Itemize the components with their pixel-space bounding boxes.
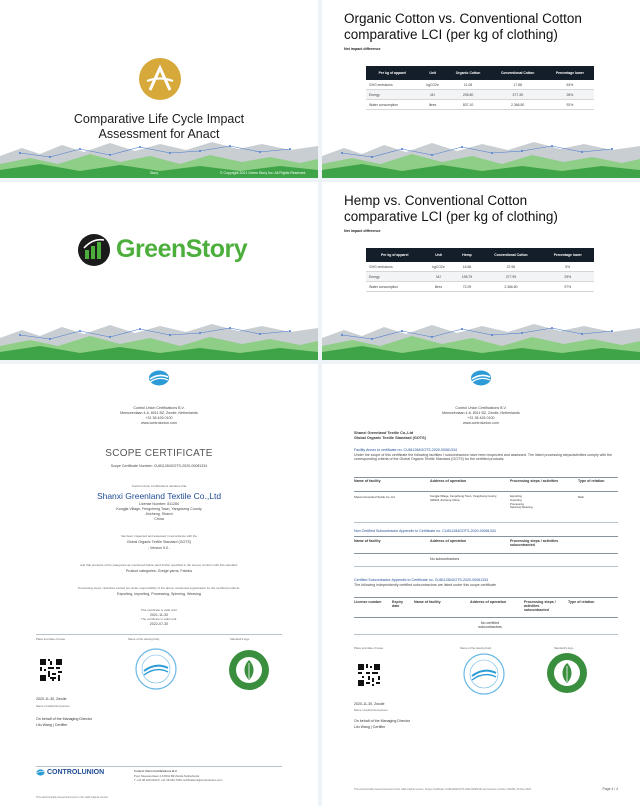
t2-h-steps: Processing steps / activities subcontracted xyxy=(510,539,559,547)
table-cell: 11.08 xyxy=(446,80,489,90)
t1-h-name: Name of facility xyxy=(354,479,381,483)
table-cell: Water consumption xyxy=(366,100,419,110)
footer-post: Post: Meeuwenlaan 4-6 8011 BZ Zwolle Netherlands xyxy=(134,773,200,778)
issuing-body-label: Name of the issuing body xyxy=(128,637,160,641)
table-cell: 16.86 xyxy=(454,262,481,272)
cert-valid-label: This certificate is valid until: xyxy=(140,608,178,612)
table-cell: MJ xyxy=(419,90,447,100)
c-text: The following independently certified subcontractors are listed under this scope certificate xyxy=(354,582,497,587)
slide-title-line2: Assessment for Anact xyxy=(98,127,220,141)
issuing-body-label: Name of the issuing body xyxy=(460,646,492,650)
t3-h-steps: Processing steps / activities subcontracted xyxy=(524,600,556,612)
table-row xyxy=(366,262,594,272)
table-cell: 2,366.80 xyxy=(480,282,541,292)
bottom-note: This electronically issued document is the valid original version. xyxy=(36,796,109,799)
controlunion-emblem-icon xyxy=(148,370,170,386)
nc-title: Non Certified Subcontractor Appendix to Certificate no. CU811284GOTS-2020-00081334 xyxy=(354,529,496,533)
footer-tel: T +31 38 426 0100 F +31 38 423 7040 certifications@controlunion.com xyxy=(134,778,223,782)
table-row xyxy=(366,90,594,100)
cert-country: China xyxy=(154,517,164,521)
slide-subtitle: Net impact difference xyxy=(344,47,381,51)
place-date: 2020-11-30, Zwolle xyxy=(36,697,67,701)
cert-org: Control Union Certifications B.V. xyxy=(133,406,185,410)
page-number: Page 4 / 4 xyxy=(602,787,618,791)
lci-table xyxy=(366,66,594,110)
authorized-label: Name of authorized person xyxy=(36,704,70,708)
annex-standard: Global Organic Textile Standard (GOTS) xyxy=(354,436,426,440)
table-cell: MJ xyxy=(423,272,453,282)
t2-h-addr: Address of operation xyxy=(430,539,467,543)
table-cell: GHG emissions xyxy=(366,262,423,272)
cert-inspected: has been inspected and assessed in accordance with the xyxy=(120,534,198,538)
column-header: Unit xyxy=(423,248,453,262)
slide-heading-line2: comparative LCI (per kg of clothing) xyxy=(344,27,558,42)
table-cell: 97% xyxy=(541,282,594,292)
table-cell: 5% xyxy=(541,262,594,272)
qr-code-icon xyxy=(40,659,62,681)
controlunion-certified-stamp-icon xyxy=(134,647,178,691)
table-cell: Water consumption xyxy=(366,282,423,292)
table-cell: 28% xyxy=(546,90,594,100)
table-cell: 837.10 xyxy=(446,100,489,110)
table-cell: 198.79 xyxy=(454,272,481,282)
cert-phone: +31 38 426 0100 xyxy=(145,416,173,420)
slide-heading-line2: comparative LCI (per kg of clothing) xyxy=(344,209,558,224)
cert-org: Control Union Certifications B.V. xyxy=(455,406,507,410)
signatory: Lilu Wang | Certifier xyxy=(36,723,68,727)
footer-copyright: © Copyright 2021 Green Story Inc. All Rights Reserved. xyxy=(220,171,307,175)
table-cell: kgCO2e xyxy=(423,262,453,272)
cert-addr2: Jincheng, Shanxi xyxy=(145,512,173,516)
cert-address: Meeuwenlaan 4-6, 8011 BZ, Zwolle, Netherlands xyxy=(120,411,198,415)
annex-company: Shanxi Greenland Textile Co.,Ltd xyxy=(354,431,414,435)
t1-rel: Main xyxy=(578,495,585,499)
footer-brand: Story xyxy=(150,171,159,175)
table-cell: 2,366.80 xyxy=(490,100,546,110)
column-header: Hemp xyxy=(454,248,481,262)
column-header: Unit xyxy=(419,66,447,80)
c-title: Certified Subcontractor Appendix to Certificate no. CU811284GOTS-2020-00081334 xyxy=(354,578,489,582)
anact-logo-icon xyxy=(138,57,182,101)
table-cell: Energy xyxy=(366,90,419,100)
table-cell: 17.88 xyxy=(490,80,546,90)
cert-web: www.controlunion.com xyxy=(463,421,499,425)
table-cell: 29% xyxy=(541,272,594,282)
cert-company: Shanxi Greenland Textile Co.,Ltd xyxy=(96,491,222,501)
slide-heading-line1: Hemp vs. Conventional Cotton xyxy=(344,193,528,208)
certificate-annex-page xyxy=(322,364,640,806)
cert-standard: Global Organic Textile Standard (GOTS) xyxy=(126,540,192,544)
table-cell: litres xyxy=(419,100,447,110)
column-header: Conventional Cotton xyxy=(480,248,541,262)
column-header: Per kg of apparel xyxy=(366,66,419,80)
t1-addr: Kongjia Village, Fengcheng Town, Yangcheng County, 048104 Jincheng China xyxy=(430,494,497,502)
table-row xyxy=(366,80,594,90)
t1-h-addr: Address of operation xyxy=(430,479,467,483)
annex-text: Under the scope of this certificate the following facilities / subcontractors have been inspected and assessed. The listed processing steps/activities comply with the corresponding criteria of the Global Organic Textile Standard (GOTS) for the certified products: xyxy=(354,452,613,462)
cert-heading: SCOPE CERTIFICATE xyxy=(105,448,213,459)
behalf-text: On behalf of the Managing Director xyxy=(36,717,92,721)
cert-phone: +31 38 426 0100 xyxy=(467,416,495,420)
controlunion-certified-stamp-icon xyxy=(462,652,506,696)
t3-h-rel: Type of relation xyxy=(568,600,595,604)
cert-web: www.controlunion.com xyxy=(141,421,177,425)
place-date-label: Place and date of issue xyxy=(354,646,384,650)
cert-addr1: Kongjia Village, Fengcheng Town, Yangcheng County xyxy=(116,507,202,511)
table-row xyxy=(366,282,594,292)
table-cell: 22.96 xyxy=(480,262,541,272)
t3-empty: No certified subcontractors xyxy=(478,621,502,629)
t3-h-license: License number xyxy=(354,600,382,604)
table-header-row xyxy=(366,248,594,262)
footer-name: Control Union Certifications B.V. xyxy=(134,769,178,773)
t1-h-steps: Processing steps / activities xyxy=(510,479,559,483)
greenstory-logo-icon xyxy=(77,233,111,267)
slide-hemp xyxy=(322,182,640,360)
cert-number: Scope Certificate Number: CU811284GOTS-2020-00081334 xyxy=(110,464,208,468)
behalf-text: On behalf of the Managing Director xyxy=(354,719,410,723)
slide-greenstory xyxy=(0,182,318,360)
cert-processes: Exporting, Importing, Processing, Spinning, Weaving xyxy=(117,592,201,596)
t3-h-addr: Address of operation xyxy=(470,600,507,604)
column-header: Conventional Cotton xyxy=(490,66,546,80)
slide-title-line1: Comparative Life Cycle Impact xyxy=(73,112,245,126)
t2-h-name: Name of facility xyxy=(354,539,381,543)
lci-table xyxy=(366,248,594,292)
cert-address: Meeuwenlaan 4-6, 8011 BZ, Zwolle, Netherlands xyxy=(442,411,520,415)
annex-title: Facility Annex to certificate no. CU811284GOTS-2020-00081334 xyxy=(354,448,458,452)
controlunion-mark-icon xyxy=(36,769,45,776)
cert-process-note: Processing steps / activities carried out under responsibility of the above mentioned organization for the certified products: xyxy=(78,586,240,590)
table-cell: 377.99 xyxy=(480,272,541,282)
greenstory-wordmark: GreenStory xyxy=(116,235,248,263)
landscape-band xyxy=(0,322,318,360)
table-row xyxy=(366,272,594,282)
t1-h-rel: Type of relation xyxy=(578,479,605,483)
column-header: Percentage lower xyxy=(541,248,594,262)
table-cell: Energy xyxy=(366,272,423,282)
table-cell: kgCO2e xyxy=(419,80,447,90)
standard-logo-label: Standard's logo xyxy=(230,637,250,641)
cert-product-categories: Product categories: Greige yarns, Fabrics xyxy=(125,569,193,573)
cert-version: - Version 5.0 - xyxy=(147,546,171,550)
t2-empty: No subcontractors xyxy=(430,557,460,561)
t3-h-name: Name of facility xyxy=(414,600,441,604)
table-cell: 63% xyxy=(546,80,594,90)
table-cell: litres xyxy=(423,282,453,292)
cert-audited-date: 2022-07-30 xyxy=(149,621,169,626)
gots-logo-icon xyxy=(546,652,588,694)
landscape-band xyxy=(322,322,640,360)
controlunion-emblem-icon xyxy=(470,370,492,386)
qr-code-icon xyxy=(358,664,380,686)
slide-subtitle: Net impact difference xyxy=(344,229,381,233)
cert-audited-label: The certificate is valid until: xyxy=(140,617,177,621)
cert-valid-date: 2021-11-30 xyxy=(149,612,169,617)
slide-organic-cotton xyxy=(322,0,640,178)
cert-declares: Control Union Certifications declares that xyxy=(131,484,187,488)
signatory: Lilu Wang | Certifier xyxy=(354,725,386,729)
place-date: 2020-11-30, Zwolle xyxy=(354,702,385,706)
t3-h-expiry: Expiry date xyxy=(392,600,403,608)
standard-logo-label: Standard's logo xyxy=(554,646,574,650)
column-header: Percentage lower xyxy=(546,66,594,80)
slide-heading-line1: Organic Cotton vs. Conventional Cotton xyxy=(344,11,582,26)
table-cell: 72.09 xyxy=(454,282,481,292)
scope-certificate-page xyxy=(0,364,318,806)
table-cell: GHG emissions xyxy=(366,80,419,90)
t1-name: Shanxi Greenland Textile Co.,Ltd xyxy=(354,495,395,499)
footer-brand: CONTROLUNION xyxy=(47,769,105,776)
cert-products-note: and that products of the categories as mentioned below (and further specified in the annex) conform with this standard: xyxy=(80,563,238,567)
authorized-label: Name of authorized person xyxy=(354,708,388,712)
cert-license: License Number: 811284 xyxy=(139,502,179,506)
t1-steps: Exporting Importing Processing Spinning Weaving xyxy=(510,494,533,510)
bottom-note: This electronically issued document is the valid original version. Scope Certificate: CU811284GOTS-2020-00081334 and License number: 811284, 30 Nov 2020 xyxy=(354,788,531,791)
column-header: Organic Cotton xyxy=(446,66,489,80)
table-cell: 377.35 xyxy=(490,90,546,100)
slide-title xyxy=(0,0,318,178)
table-row xyxy=(366,100,594,110)
table-cell: 205.80 xyxy=(446,90,489,100)
table-header-row xyxy=(366,66,594,80)
column-header: Per kg of apparel xyxy=(366,248,423,262)
landscape-band xyxy=(322,140,640,178)
table-cell: 92% xyxy=(546,100,594,110)
place-date-label: Place and date of issue xyxy=(36,637,66,641)
gots-logo-icon xyxy=(228,649,270,691)
